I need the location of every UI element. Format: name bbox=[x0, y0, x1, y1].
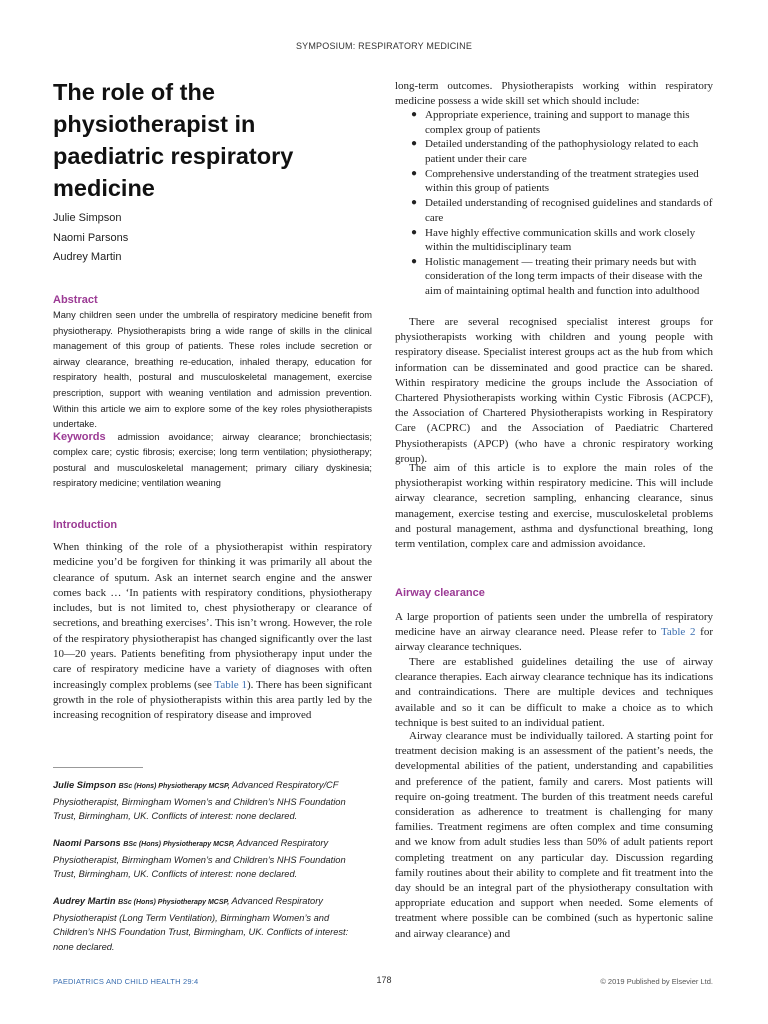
author-list bbox=[53, 209, 353, 268]
list-item-text: Detailed understanding of recognised guidelines and standards of care bbox=[425, 197, 713, 224]
list-item bbox=[395, 226, 713, 255]
bullet-icon: ● bbox=[411, 197, 418, 209]
article-title: The role of the physiotherapist in paediatric respiratory medicine bbox=[53, 79, 294, 201]
airway-clearance-paragraph: There are established guidelines detailing the use of airway clearance therapies. Each airway clearance technique has its indications and contraindications. There are multiple devices and techniques available and so it can be difficult to make a choice as to which technique is best suited to an individual patient. bbox=[395, 656, 713, 729]
affiliation-author-name: Julie Simpson bbox=[53, 780, 117, 790]
airway-clearance-paragraph: Airway clearance must be individually tailored. A starting point for treatment decision making is an assessment of the patient’s needs, the developmental abilities of the patient, understanding and capabilities and preference of the patient, family and carers. Most patients will require on-going treatment. The burden of this treatment needs careful consideration as adherence to treatment is challenging for many families. Treatment regimens are often complex and time consuming and we know from adult studies less than 50% of adult patients report completing treatment on any particular day. Discussion regarding family routines about their ability to complete and fit treatment into the day should be an integral part of the physiotherapy consultation with appropriate education and support when needed. Some elements of treatment where possible can be combined (such as hypertonic saline and airway clearance) and bbox=[395, 730, 713, 940]
paragraph-text-part: A large proportion of patients seen under the umbrella of respiratory medicine have an airway clearance need. Please refer to bbox=[395, 611, 713, 639]
table-1-link[interactable]: Table 1 bbox=[214, 678, 247, 691]
bullet-icon: ● bbox=[411, 138, 418, 150]
list-item bbox=[395, 108, 713, 137]
specialist-groups-paragraph: There are several recognised specialist interest groups for physiotherapists working with children and young people with respiratory disease. Specialist interest groups act as the hub from which information can be disseminated and good practice can be shared. Within respiratory medicine the groups include the Association of Chartered Physiotherapists working within Cystic Fibrosis (ACPCF), the Association of Chartered Physiotherapists working in Respiratory Care (ACPRC) and the Association of Paediatric Chartered Physiotherapists (APCP) (who have a chronic respiratory working group). bbox=[395, 316, 713, 465]
list-item-text: Detailed understanding of the pathophysiology related to each patient under their care bbox=[425, 138, 699, 165]
introduction-text bbox=[53, 540, 372, 724]
author-affiliation bbox=[53, 894, 363, 954]
paragraph-text-part: for airway clearance techniques. bbox=[395, 626, 713, 654]
footer-journal-name: PAEDIATRICS AND CHILD HEALTH 29:4 bbox=[53, 977, 199, 986]
skill-set-intro: long-term outcomes. Physiotherapists working within respiratory medicine possess a wide skill set which should include: bbox=[395, 80, 713, 108]
list-item-text: Holistic management — treating their primary needs but with consideration of the long term impacts of their disease with the aim of maintaining optimal health and function into adulthood bbox=[425, 255, 703, 298]
list-item bbox=[395, 137, 713, 166]
affiliation-divider bbox=[53, 767, 143, 768]
author-name: Julie Simpson bbox=[53, 212, 122, 224]
bullet-icon: ● bbox=[411, 255, 418, 267]
introduction-text-part: When thinking of the role of a physiotherapist within respiratory medicine you’d be forgiven for thinking it was primarily all about the clearance of sputum. Ask an internet search engine and the answer comes back … ‘In patients with respiratory conditions, physiotherapy includes, but is not limited to, chest physiotherapy or clearance of secretions, and breathing exercises’. This isn’t wrong. However, the role of the respiratory physiotherapist has changed significantly over the last 10—20 years. Patients benefiting from physiotherapy input under the care of respiratory medicine have a variety of diagnoses with often increasingly complex problems (see bbox=[53, 541, 372, 691]
bullet-icon: ● bbox=[411, 109, 418, 120]
list-item-text: Appropriate experience, training and support to manage this complex group of patients bbox=[425, 109, 690, 136]
abstract-text: Many children seen under the umbrella of respiratory medicine benefit from physiotherapy. Physiotherapists bring a wide range of skills in the clinical management of this group of patients. These roles include secretion or airway clearance, breathing re-education, inhaled therapy, education for respiratory health, postural and musculoskeletal management, exercise prescription, support with weaning ventilation and admission prevention. Within this article we aim to explore some of the key roles physiotherapists undertake. bbox=[53, 310, 372, 430]
affiliation-degree: BSc (Hons) Physiotherapy MCSP, bbox=[123, 841, 235, 848]
list-item bbox=[395, 196, 713, 225]
running-head: SYMPOSIUM: RESPIRATORY MEDICINE bbox=[295, 41, 473, 51]
affiliation-details: Advanced Respiratory/CF Physiotherapist, Birmingham Women’s and Children’s NHS Foundation Trust, Birmingham, UK. Conflicts of interest: none declared. bbox=[53, 780, 346, 822]
author-affiliation bbox=[53, 836, 363, 882]
skill-set-list bbox=[395, 108, 713, 299]
keywords-label: Keywords bbox=[53, 431, 106, 443]
keywords-text: admission avoidance; airway clearance; bronchiectasis; complex care; cystic fibrosis; exercise; long term ventilation; physiotherapy; postural and musculoskeletal management; primary ciliary dyskinesia; respiratory medicine; ventilation weaning bbox=[53, 432, 372, 489]
list-item bbox=[395, 255, 713, 299]
footer-copyright: © 2019 Published by Elsevier Ltd. bbox=[600, 977, 713, 986]
list-item-text: Comprehensive understanding of the treatment strategies used within this group of patients bbox=[425, 167, 699, 195]
affiliation-degree: BSc (Hons) Physiotherapy MCSP, bbox=[118, 899, 230, 906]
introduction-heading: Introduction bbox=[53, 519, 118, 531]
article-aim-paragraph: The aim of this article is to explore the main roles of the physiotherapist working within respiratory medicine. This will include airway clearance, secretion sampling, enhancing clearance, sinus management, exercise testing and exercise, musculoskeletal problems and postural management, asthma and dysfunctional breathing, long term ventilation, complex care and admission avoidance. bbox=[395, 462, 713, 551]
table-2-link[interactable]: Table 2 bbox=[660, 626, 696, 639]
bullet-icon: ● bbox=[411, 226, 418, 238]
affiliation-degree: BSc (Hons) Physiotherapy MCSP, bbox=[118, 783, 230, 790]
affiliation-details: Advanced Respiratory Physiotherapist (Long Term Ventilation), Birmingham Women’s and Children’s NHS Foundation Trust, Birmingham, UK. Conflicts of interest: none declared. bbox=[53, 896, 349, 952]
list-item bbox=[395, 167, 713, 196]
affiliation-author-name: Audrey Martin bbox=[53, 896, 116, 906]
airway-clearance-paragraph bbox=[395, 610, 713, 656]
airway-clearance-heading: Airway clearance bbox=[395, 587, 485, 599]
affiliation-author-name: Naomi Parsons bbox=[53, 838, 121, 848]
introduction-text-part: ). There has been significant growth in the role of physiotherapists within this area partly led by the increasing recognition of respiratory disease and improved bbox=[53, 678, 372, 722]
keywords-block bbox=[53, 430, 372, 492]
page-number: 178 bbox=[376, 975, 392, 985]
author-affiliation bbox=[53, 778, 363, 824]
author-name: Naomi Parsons bbox=[53, 231, 129, 244]
affiliation-details: Advanced Respiratory Physiotherapist, Birmingham Women’s and Children’s NHS Foundation Trust, Birmingham, UK. Conflicts of interest: none declared. bbox=[53, 838, 346, 880]
abstract-heading: Abstract bbox=[53, 294, 98, 306]
author-name: Audrey Martin bbox=[53, 251, 122, 263]
bullet-icon: ● bbox=[411, 167, 418, 179]
list-item-text: Have highly effective communication skills and work closely within the multidisciplinary team bbox=[425, 226, 696, 254]
